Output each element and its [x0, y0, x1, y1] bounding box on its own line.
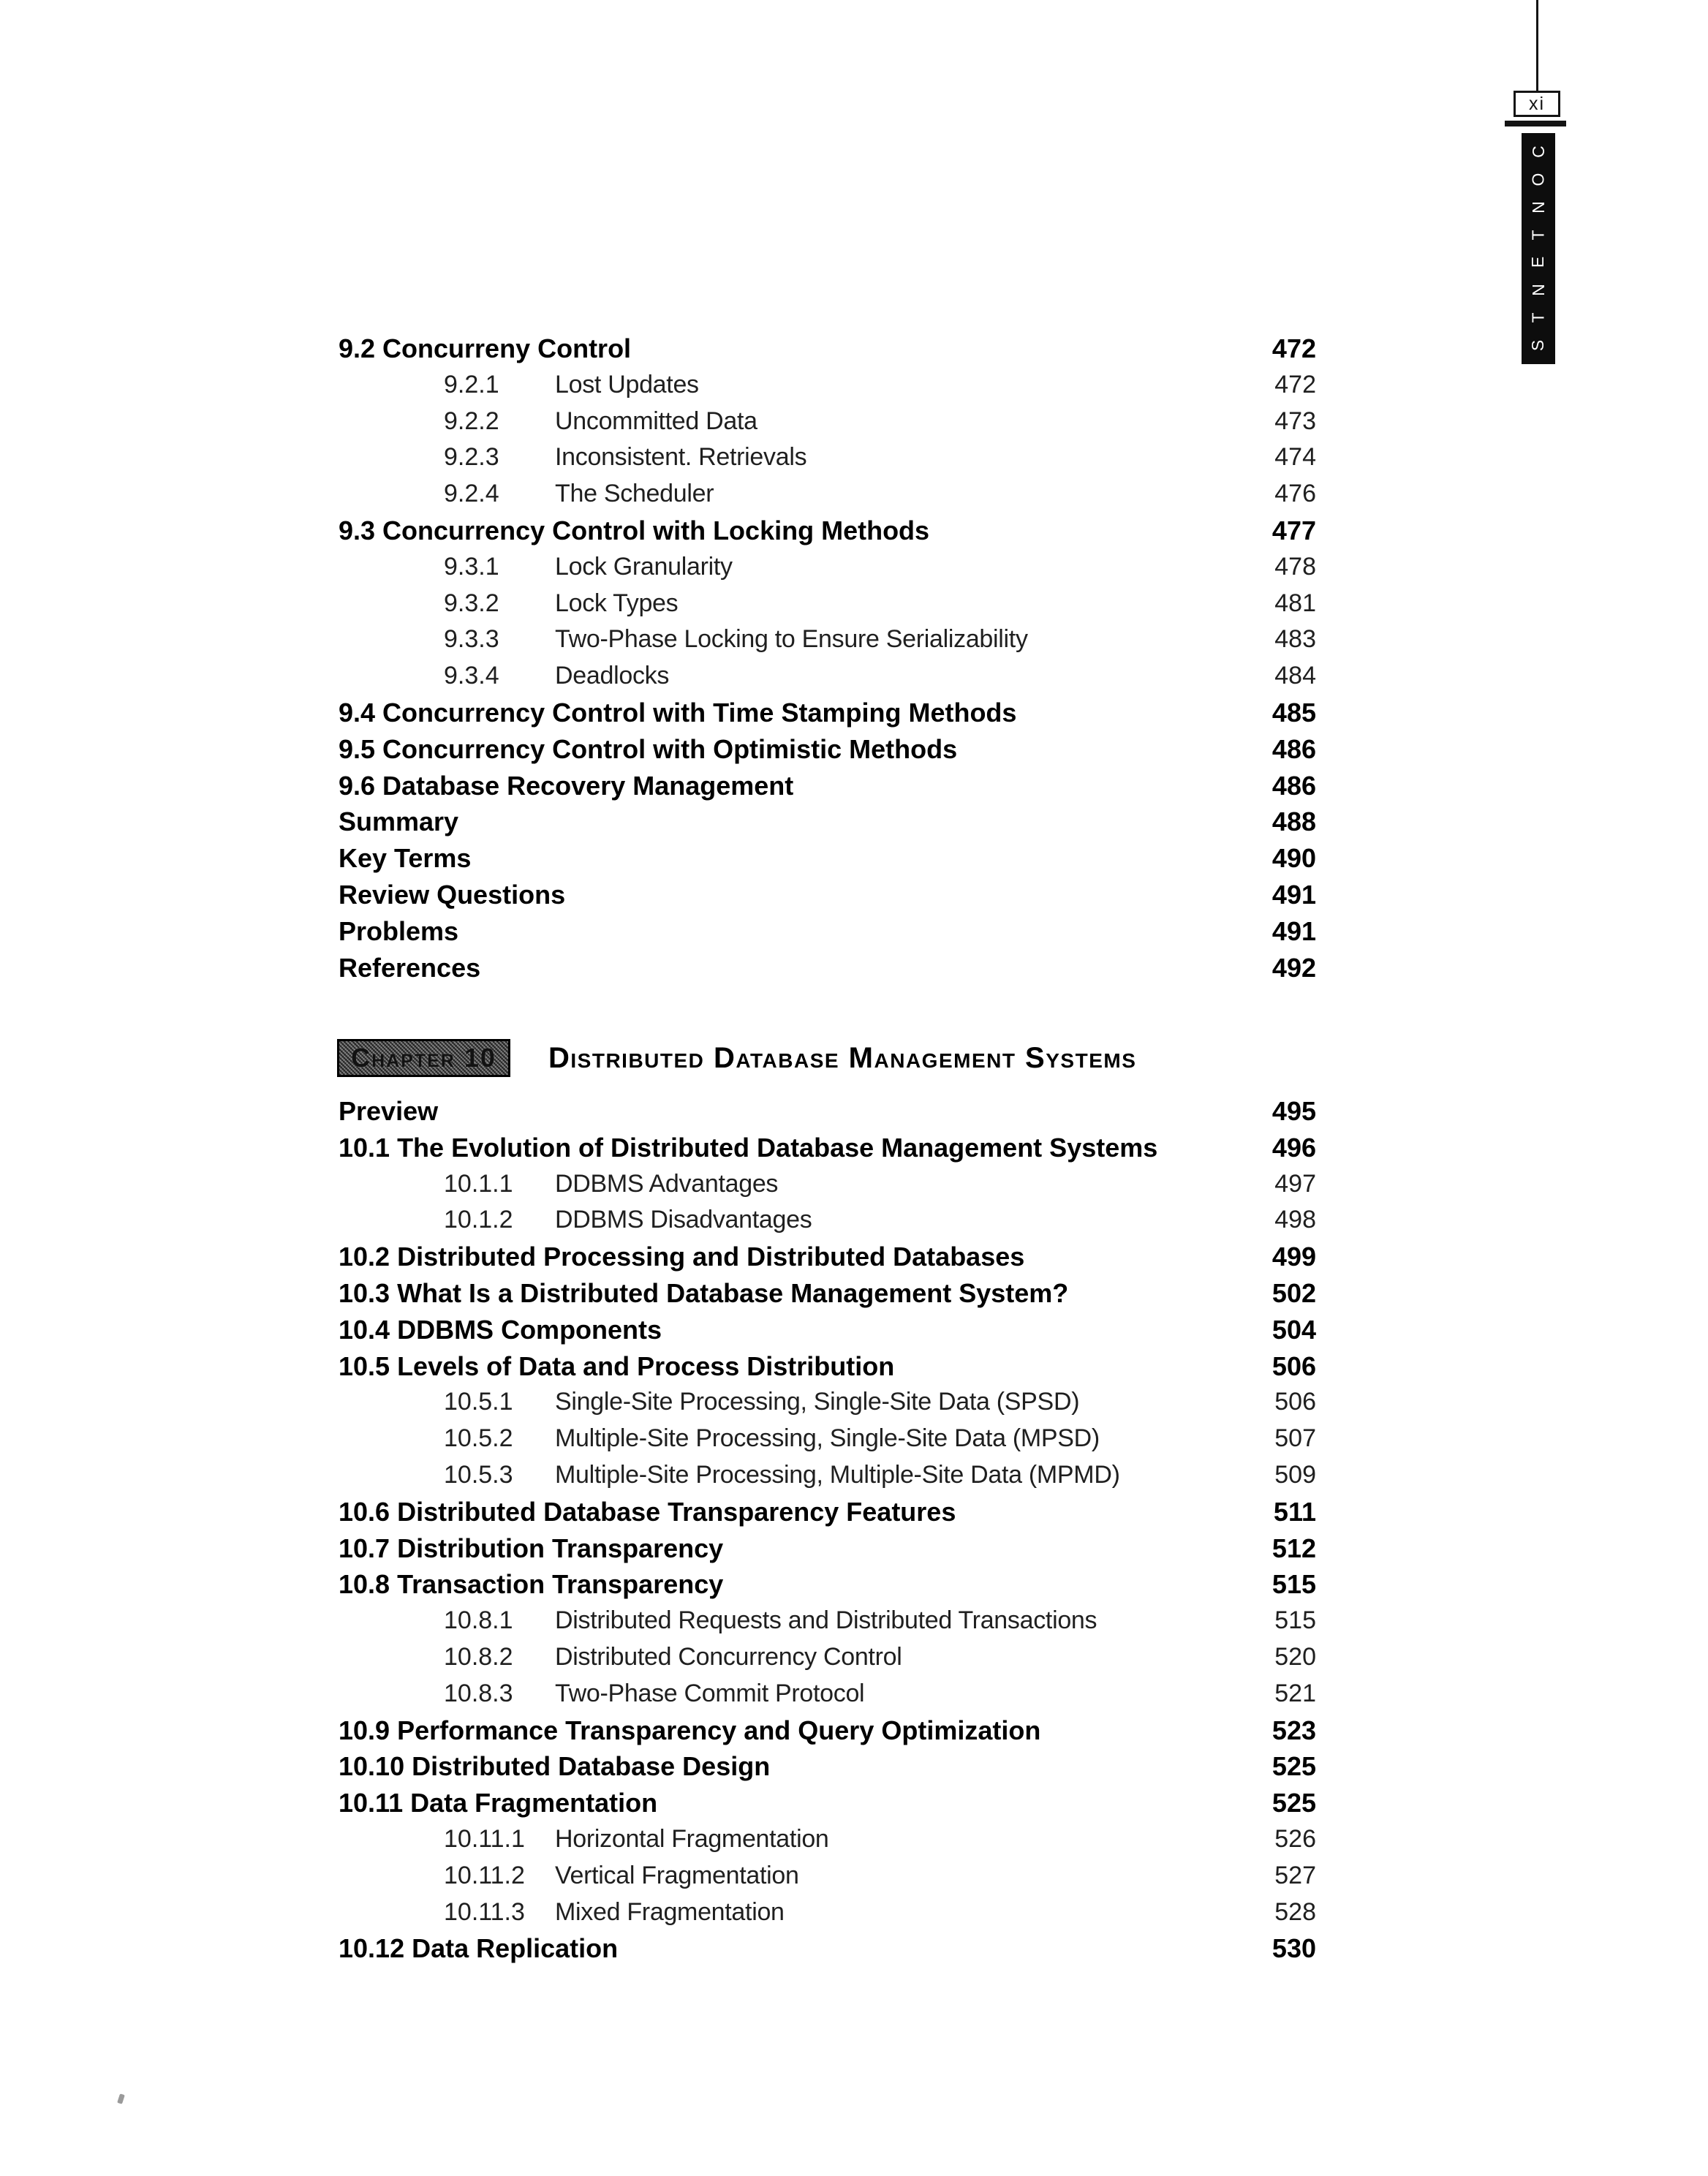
toc-entry-page: 525	[1271, 1751, 1316, 1782]
toc-entry-page: 476	[1274, 480, 1316, 508]
toc-entry-number: 10.1.2	[444, 1206, 513, 1234]
contents-spine-letter: N	[1528, 284, 1548, 297]
toc-entry-page: 491	[1271, 915, 1316, 946]
contents-spine-letter: O	[1528, 173, 1548, 186]
toc-entry-title: 10.10 Distributed Database Design	[339, 1751, 771, 1782]
toc-entry-title: Preview	[339, 1096, 439, 1126]
toc-entry-page: 492	[1271, 952, 1316, 983]
toc-entry-number: 10.8.3	[444, 1679, 513, 1707]
toc-section-row	[339, 1093, 1316, 1130]
toc-entry-page: 474	[1274, 443, 1316, 472]
toc-section-row	[339, 1130, 1316, 1166]
toc-subsection-row	[339, 586, 1316, 622]
toc-entry-number: 9.3.3	[444, 625, 499, 654]
toc-entry-title: Distributed Requests and Distributed Transactions	[555, 1606, 1097, 1635]
toc-entry-number: 10.1.1	[444, 1169, 513, 1198]
folio-page-number	[1514, 91, 1560, 117]
contents-spine-letter: N	[1528, 200, 1548, 214]
toc-subsection-row	[339, 1166, 1316, 1203]
toc-entry-title: Horizontal Fragmentation	[555, 1824, 829, 1853]
toc-chapter10-list	[339, 1093, 1316, 1967]
toc-entry-page: 511	[1273, 1496, 1316, 1527]
toc-entry-title: Key Terms	[339, 843, 472, 874]
toc-entry-title: 10.5 Levels of Data and Process Distribution	[339, 1350, 895, 1381]
toc-entry-title: The Scheduler	[555, 480, 714, 508]
toc-entry-title: Summary	[339, 806, 459, 837]
toc-entry-title: Review Questions	[339, 879, 566, 910]
toc-entry-title: 10.11 Data Fragmentation	[339, 1788, 658, 1818]
toc-entry-title: Problems	[339, 915, 459, 946]
toc-entry-number: 9.3.4	[444, 662, 499, 690]
toc-entry-title: 10.3 What Is a Distributed Database Management System?	[339, 1277, 1069, 1308]
toc-entry-page: 520	[1274, 1642, 1316, 1671]
folio-hairline	[1536, 0, 1538, 92]
contents-spine-bar	[1522, 133, 1555, 364]
toc-entry-page: 527	[1274, 1861, 1316, 1889]
toc-entry-page: 478	[1274, 552, 1316, 581]
toc-section-row	[339, 913, 1316, 950]
toc-entry-title: 10.12 Data Replication	[339, 1933, 619, 1964]
chapter10-title: Distributed Database Management Systems	[548, 1041, 1137, 1074]
toc-entry-page: 486	[1271, 733, 1316, 764]
toc-entry-number: 10.5.1	[444, 1388, 513, 1416]
toc-section-row	[339, 1566, 1316, 1603]
toc-subsection-row	[339, 658, 1316, 695]
toc-entry-number: 10.5.2	[444, 1424, 513, 1453]
toc-entry-page: 521	[1274, 1679, 1316, 1707]
folio-rule	[1505, 121, 1566, 126]
toc-entry-number: 10.11.2	[444, 1861, 525, 1889]
toc-entry-number: 10.8.2	[444, 1642, 513, 1671]
toc-entry-title: References	[339, 952, 481, 983]
toc-section-row	[339, 1530, 1316, 1567]
toc-section-row	[339, 768, 1316, 804]
toc-section-row	[339, 1712, 1316, 1749]
chapter10-heading	[337, 1038, 1136, 1078]
toc-entry-title: 10.8 Transaction Transparency	[339, 1569, 724, 1600]
toc-section-row	[339, 1275, 1316, 1312]
toc-entry-page: 507	[1274, 1424, 1316, 1453]
toc-entry-page: 498	[1274, 1206, 1316, 1234]
toc-entry-number: 9.3.1	[444, 552, 499, 581]
toc-subsection-row	[339, 1858, 1316, 1894]
toc-subsection-row	[339, 1421, 1316, 1457]
toc-entry-title: Multiple-Site Processing, Multiple-Site Data (MPMD)	[555, 1460, 1120, 1489]
toc-entry-page: 488	[1271, 806, 1316, 837]
toc-entry-page: 512	[1271, 1533, 1316, 1563]
toc-entry-title: Distributed Concurrency Control	[555, 1642, 902, 1671]
toc-subsection-row	[339, 439, 1316, 476]
toc-section-row	[339, 1930, 1316, 1967]
toc-entry-title: Two-Phase Commit Protocol	[555, 1679, 865, 1707]
toc-entry-title: 10.9 Performance Transparency and Query Optimization	[339, 1715, 1041, 1745]
toc-entry-page: 506	[1274, 1388, 1316, 1416]
toc-entry-page: 523	[1271, 1715, 1316, 1745]
contents-spine-letter: T	[1528, 230, 1548, 241]
toc-subsection-row	[339, 1202, 1316, 1239]
toc-section-row	[339, 1348, 1316, 1385]
toc-section-row	[339, 731, 1316, 768]
toc-entry-page: 485	[1271, 697, 1316, 728]
toc-entry-page: 497	[1274, 1169, 1316, 1198]
toc-entry-page: 525	[1271, 1788, 1316, 1818]
toc-entry-page: 484	[1274, 662, 1316, 690]
toc-subsection-row	[339, 1894, 1316, 1931]
toc-entry-page: 504	[1271, 1314, 1316, 1345]
toc-entry-title: 9.3 Concurrency Control with Locking Methods	[339, 515, 930, 545]
toc-entry-title: Uncommitted Data	[555, 407, 757, 435]
toc-entry-number: 9.2.1	[444, 370, 499, 398]
toc-entry-page: 502	[1271, 1277, 1316, 1308]
toc-entry-page: 472	[1274, 370, 1316, 398]
toc-entry-title: Multiple-Site Processing, Single-Site Data (MPSD)	[555, 1424, 1100, 1453]
contents-spine-letter: E	[1528, 257, 1548, 268]
toc-chapter9-list	[339, 330, 1316, 986]
contents-spine-letter: S	[1528, 339, 1548, 352]
toc-entry-page: 481	[1274, 589, 1316, 617]
toc-entry-title: 9.5 Concurrency Control with Optimistic Methods	[339, 733, 958, 764]
toc-subsection-row	[339, 622, 1316, 658]
toc-entry-page: 477	[1271, 515, 1316, 545]
toc-entry-title: Lock Types	[555, 589, 679, 617]
toc-entry-page: 528	[1274, 1897, 1316, 1926]
toc-section-row	[339, 513, 1316, 549]
toc-subsection-row	[339, 1457, 1316, 1494]
toc-entry-title: Single-Site Processing, Single-Site Data (SPSD)	[555, 1388, 1080, 1416]
toc-entry-title: 10.4 DDBMS Components	[339, 1314, 662, 1345]
toc-section-row	[339, 695, 1316, 731]
toc-subsection-row	[339, 367, 1316, 404]
toc-entry-title: 10.2 Distributed Processing and Distributed Databases	[339, 1242, 1025, 1272]
toc-subsection-row	[339, 1639, 1316, 1676]
toc-entry-title: 10.6 Distributed Database Transparency Features	[339, 1496, 956, 1527]
toc-section-row	[339, 1785, 1316, 1821]
toc-subsection-row	[339, 476, 1316, 513]
toc-subsection-row	[339, 1821, 1316, 1858]
toc-entry-title: 9.6 Database Recovery Management	[339, 770, 794, 801]
toc-entry-number: 10.5.3	[444, 1460, 513, 1489]
toc-entry-number: 9.3.2	[444, 589, 499, 617]
chapter10-badge	[337, 1039, 510, 1077]
toc-subsection-row	[339, 1384, 1316, 1421]
toc-entry-title: DDBMS Disadvantages	[555, 1206, 812, 1234]
toc-entry-title: Two-Phase Locking to Ensure Serializability	[555, 625, 1028, 654]
toc-entry-page: 515	[1274, 1606, 1316, 1635]
toc-entry-page: 473	[1274, 407, 1316, 435]
toc-subsection-row	[339, 1676, 1316, 1712]
toc-section-row	[339, 840, 1316, 877]
toc-entry-page: 486	[1271, 770, 1316, 801]
toc-entry-page: 526	[1274, 1824, 1316, 1853]
toc-section-row	[339, 1748, 1316, 1785]
toc-entry-title: 9.2 Concurreny Control	[339, 333, 632, 363]
toc-entry-page: 472	[1271, 333, 1316, 363]
toc-entry-title: Vertical Fragmentation	[555, 1861, 799, 1889]
folio-label: xi	[1528, 93, 1546, 114]
toc-entry-number: 9.2.4	[444, 480, 499, 508]
toc-entry-page: 495	[1271, 1096, 1316, 1126]
toc-entry-number: 10.11.3	[444, 1897, 525, 1926]
toc-section-row	[339, 1494, 1316, 1530]
toc-entry-number: 10.11.1	[444, 1824, 525, 1853]
toc-subsection-row	[339, 549, 1316, 586]
toc-entry-page: 496	[1271, 1132, 1316, 1163]
toc-entry-title: 9.4 Concurrency Control with Time Stamping Methods	[339, 697, 1017, 728]
toc-entry-title: DDBMS Advantages	[555, 1169, 779, 1198]
toc-entry-page: 515	[1271, 1569, 1316, 1600]
toc-section-row	[339, 1312, 1316, 1348]
toc-section-row	[339, 950, 1316, 986]
toc-entry-page: 506	[1271, 1350, 1316, 1381]
toc-entry-page: 491	[1271, 879, 1316, 910]
toc-entry-page: 490	[1271, 843, 1316, 874]
toc-entry-number: 10.8.1	[444, 1606, 513, 1635]
toc-entry-title: 10.1 The Evolution of Distributed Database Management Systems	[339, 1132, 1158, 1163]
toc-entry-title: Inconsistent. Retrievals	[555, 443, 807, 472]
toc-entry-page: 483	[1274, 625, 1316, 654]
toc-entry-title: Deadlocks	[555, 662, 670, 690]
toc-subsection-row	[339, 1603, 1316, 1639]
toc-entry-page: 499	[1271, 1242, 1316, 1272]
toc-entry-number: 9.2.3	[444, 443, 499, 472]
toc-section-row	[339, 804, 1316, 840]
contents-spine-letter: T	[1528, 312, 1548, 323]
contents-spine-letter: C	[1528, 146, 1548, 158]
toc-entry-title: Lost Updates	[555, 370, 699, 398]
toc-section-row	[339, 330, 1316, 367]
toc-entry-title: Mixed Fragmentation	[555, 1897, 785, 1926]
toc-entry-page: 530	[1271, 1933, 1316, 1964]
chapter10-badge-label: Chapter 10	[351, 1043, 496, 1073]
toc-section-row	[339, 877, 1316, 913]
toc-entry-title: Lock Granularity	[555, 552, 733, 581]
toc-entry-page: 509	[1274, 1460, 1316, 1489]
toc-entry-title: 10.7 Distribution Transparency	[339, 1533, 724, 1563]
scan-artifact	[117, 2093, 125, 2104]
toc-entry-number: 9.2.2	[444, 407, 499, 435]
toc-section-row	[339, 1239, 1316, 1275]
toc-subsection-row	[339, 404, 1316, 440]
